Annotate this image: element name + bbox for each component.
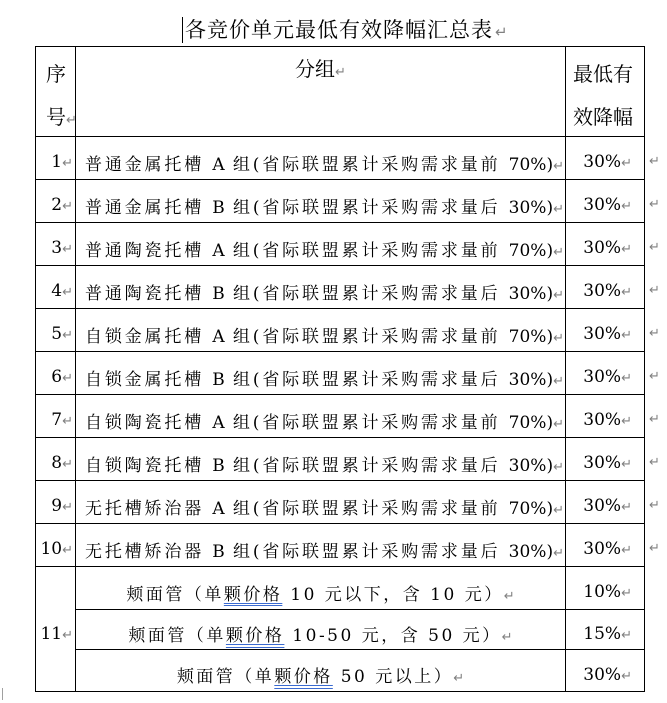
rate-cell[interactable] (566, 137, 660, 180)
row-number-cell[interactable] (36, 481, 76, 524)
paragraph-mark: ↵ (62, 543, 73, 558)
paragraph-mark: ↵ (62, 156, 73, 171)
paragraph-mark: ↵ (62, 457, 73, 472)
paragraph-mark: ↵ (553, 330, 564, 346)
row-number-text (51, 195, 73, 215)
group-text (85, 150, 564, 175)
paragraph-mark: ↵ (453, 671, 465, 686)
group-name: 自锁金属托槽 B 组(省际联盟累计采购需求量后 30%) (85, 369, 554, 390)
end-of-row-mark: ↵ (649, 197, 660, 212)
paragraph-mark: ↵ (503, 588, 515, 604)
paragraph-mark: ↵ (621, 500, 632, 515)
group-cell[interactable] (76, 309, 566, 352)
rate-text (583, 665, 632, 685)
paragraph-mark: ↵ (621, 543, 632, 558)
rate-cell[interactable] (566, 352, 660, 395)
paragraph-mark: ↵ (66, 113, 77, 128)
rate-text (583, 582, 632, 602)
end-of-row-mark: ↵ (649, 283, 660, 298)
rate-cell[interactable] (566, 438, 660, 481)
min-decline-rate: 30% (583, 324, 622, 344)
document-title[interactable] (185, 15, 508, 47)
table-body (36, 47, 660, 692)
row-number-cell[interactable] (36, 352, 76, 395)
grammar-marked-text: 颗价格 (274, 667, 333, 687)
table-row (36, 180, 645, 223)
group-text (85, 322, 564, 347)
paragraph-mark: ↵ (553, 287, 564, 303)
grammar-marked-text: 颗价格 (225, 626, 285, 646)
table-row (36, 137, 645, 180)
paragraph-mark: ↵ (553, 459, 564, 475)
rate-cell[interactable] (566, 481, 660, 524)
table-row (36, 223, 645, 266)
table-row (36, 481, 645, 524)
group-text (85, 236, 564, 261)
paragraph-mark: ↵ (495, 23, 508, 41)
end-of-row-mark: ↵ (649, 326, 660, 341)
paragraph-mark: ↵ (621, 414, 632, 429)
table-row (36, 266, 645, 309)
paragraph-mark: ↵ (553, 373, 564, 389)
header-group-cell[interactable] (76, 47, 566, 137)
row-number: 6 (51, 367, 63, 387)
min-decline-rate: 30% (583, 496, 622, 516)
grammar-marked-text: 颗价格 (223, 584, 283, 605)
group-name: 无托槽矫治器 A 组(省际联盟累计采购需求量前 70%) (85, 498, 554, 519)
group-name: 普通金属托槽 A 组(省际联盟累计采购需求量前 70%) (85, 154, 554, 175)
group-prefix: 颊面管（单 (176, 667, 275, 687)
group-text (85, 451, 564, 476)
paragraph-mark: ↵ (501, 630, 513, 645)
header-rate-line1: 最低有 (573, 62, 633, 86)
row-number-text (51, 496, 73, 516)
min-decline-rate: 10% (583, 582, 622, 602)
rate-text (583, 281, 632, 301)
header-number-cell[interactable] (36, 47, 76, 137)
rate-text (583, 539, 632, 559)
rate-cell[interactable] (566, 266, 660, 309)
group-text (85, 408, 564, 433)
group-name: 普通陶瓷托槽 A 组(省际联盟累计采购需求量前 70%) (85, 240, 554, 261)
group-name: 自锁陶瓷托槽 A 组(省际联盟累计采购需求量前 70%) (85, 412, 554, 433)
group-cell[interactable] (76, 650, 566, 692)
row-number-cell[interactable] (36, 524, 76, 567)
paragraph-mark: ↵ (553, 201, 564, 217)
table-row (36, 567, 645, 610)
row-number-cell[interactable] (36, 438, 76, 481)
table-row (36, 610, 645, 650)
row-number-cell[interactable] (36, 395, 76, 438)
group-text (126, 585, 514, 605)
row-number-text (40, 539, 73, 559)
header-rate-text (573, 53, 644, 139)
row-number-cell[interactable] (36, 137, 76, 180)
paragraph-mark: ↵ (621, 371, 632, 386)
paragraph-mark: ↵ (621, 586, 632, 601)
paragraph-mark: ↵ (621, 199, 632, 214)
paragraph-mark: ↵ (553, 158, 564, 174)
row-number-cell[interactable] (36, 309, 76, 352)
group-cell[interactable] (76, 180, 566, 223)
row-number-text (51, 453, 73, 473)
row-number-text (40, 624, 73, 644)
paragraph-mark: ↵ (62, 242, 73, 257)
row-number: 11 (40, 624, 63, 644)
paragraph-mark: ↵ (62, 371, 73, 386)
row-number: 5 (51, 324, 63, 344)
paragraph-mark: ↵ (621, 242, 632, 257)
rate-cell[interactable] (566, 180, 660, 223)
group-cell[interactable] (76, 610, 566, 650)
rate-cell[interactable] (566, 610, 645, 650)
group-text (85, 494, 564, 519)
row-number-cell[interactable] (36, 567, 76, 692)
margin-mark (2, 688, 3, 700)
min-decline-rate: 15% (583, 623, 622, 644)
group-text (85, 537, 564, 562)
paragraph-mark: ↵ (62, 628, 73, 643)
paragraph-mark: ↵ (335, 65, 346, 80)
header-number-line2-wrap (46, 96, 75, 142)
row-number: 9 (51, 496, 63, 516)
header-group-text (76, 53, 565, 82)
min-decline-rate: 30% (583, 281, 622, 301)
end-of-row-mark: ↵ (649, 498, 660, 513)
group-cell[interactable] (76, 481, 566, 524)
paragraph-mark: ↵ (62, 328, 73, 343)
row-number: 7 (51, 410, 63, 430)
min-decline-rate: 30% (583, 664, 622, 685)
group-cell[interactable] (76, 352, 566, 395)
group-name: 自锁金属托槽 A 组(省际联盟累计采购需求量前 70%) (85, 326, 554, 347)
row-number-cell[interactable] (36, 180, 76, 223)
group-cell[interactable] (76, 438, 566, 481)
rate-cell[interactable] (566, 567, 645, 610)
group-prefix: 颊面管（单 (126, 584, 224, 605)
group-text (177, 667, 464, 687)
paragraph-mark: ↵ (553, 416, 564, 432)
rate-text (583, 624, 632, 644)
group-suffix: 10 元以下，含 10 元） (282, 584, 504, 605)
group-name: 无托槽矫治器 B 组(省际联盟累计采购需求量后 30%) (85, 541, 554, 562)
rate-cell[interactable] (566, 223, 660, 266)
row-number: 8 (51, 453, 63, 473)
title-text: 各竞价单元最低有效降幅汇总表 (185, 18, 493, 42)
paragraph-mark: ↵ (621, 457, 632, 472)
rate-text (583, 195, 632, 215)
group-cell[interactable] (76, 395, 566, 438)
group-name: 自锁陶瓷托槽 B 组(省际联盟累计采购需求量后 30%) (85, 455, 554, 476)
min-decline-rate: 30% (583, 152, 622, 172)
row-number-text (51, 238, 73, 258)
paragraph-mark: ↵ (553, 244, 564, 260)
row-number-text (51, 281, 73, 301)
header-number-line2: 号 (46, 105, 66, 129)
paragraph-mark: ↵ (553, 545, 564, 561)
paragraph-mark: ↵ (621, 328, 632, 343)
row-number: 2 (51, 195, 63, 215)
group-suffix: 50 元以上） (332, 667, 454, 687)
group-cell[interactable] (76, 567, 566, 610)
table-row (36, 650, 645, 692)
rate-text (583, 152, 632, 172)
rate-text (583, 324, 632, 344)
table-row (36, 309, 645, 352)
header-row (36, 47, 645, 137)
end-of-row-mark: ↵ (649, 412, 660, 427)
rate-text (583, 496, 632, 516)
paragraph-mark: ↵ (62, 199, 73, 214)
header-rate-cell[interactable] (566, 47, 645, 137)
rate-cell[interactable] (566, 650, 645, 692)
table-row (36, 438, 645, 481)
group-name: 普通金属托槽 B 组(省际联盟累计采购需求量后 30%) (85, 197, 554, 218)
paragraph-mark: ↵ (621, 156, 632, 171)
rate-text (583, 410, 632, 430)
end-of-row-mark: ↵ (649, 455, 660, 470)
paragraph-mark: ↵ (621, 627, 632, 643)
group-cell[interactable] (76, 524, 566, 567)
group-text (85, 365, 564, 390)
group-text (128, 626, 512, 646)
min-decline-rate: 30% (583, 453, 622, 473)
group-prefix: 颊面管（单 (128, 626, 226, 646)
header-number-text (46, 53, 75, 142)
end-of-row-mark: ↵ (649, 369, 660, 384)
text-cursor (182, 17, 183, 43)
group-text (85, 279, 564, 304)
row-number-text (51, 152, 73, 172)
row-number: 1 (51, 152, 63, 172)
end-of-row-mark: ↵ (649, 154, 660, 169)
table-row (36, 524, 645, 567)
rate-cell[interactable] (566, 524, 660, 567)
paragraph-mark: ↵ (621, 285, 632, 300)
row-number-text (51, 367, 73, 387)
header-rate-line2: 效降幅 (573, 105, 633, 129)
paragraph-mark: ↵ (62, 414, 73, 429)
rate-cell[interactable] (566, 309, 660, 352)
paragraph-mark: ↵ (62, 285, 73, 300)
row-number-cell[interactable] (36, 266, 76, 309)
header-number-line1: 序 (46, 62, 66, 86)
row-number: 4 (51, 281, 63, 301)
min-decline-rate: 30% (583, 238, 622, 258)
table-row (36, 395, 645, 438)
group-cell[interactable] (76, 137, 566, 180)
table-row (36, 352, 645, 395)
min-decline-rate: 30% (583, 195, 622, 215)
min-decline-rate: 30% (583, 410, 622, 430)
end-of-row-mark: ↵ (649, 240, 660, 255)
rate-text (583, 453, 632, 473)
min-decline-rate: 30% (583, 367, 622, 387)
group-cell[interactable] (76, 223, 566, 266)
group-suffix: 10-50 元，含 50 元） (284, 626, 502, 646)
paragraph-mark: ↵ (62, 500, 73, 515)
rate-text (583, 238, 632, 258)
rate-cell[interactable] (566, 395, 660, 438)
group-cell[interactable] (76, 266, 566, 309)
group-text (85, 193, 564, 218)
summary-table (35, 46, 660, 692)
paragraph-mark: ↵ (553, 502, 564, 518)
min-decline-rate: 30% (583, 539, 622, 559)
paragraph-mark: ↵ (621, 668, 632, 684)
row-number-cell[interactable] (36, 223, 76, 266)
rate-text (583, 367, 632, 387)
row-number: 3 (51, 238, 63, 258)
row-number-text (51, 324, 73, 344)
row-number: 10 (40, 539, 63, 559)
header-group-label: 分组 (295, 57, 336, 81)
row-number-text (51, 410, 73, 430)
group-name: 普通陶瓷托槽 B 组(省际联盟累计采购需求量后 30%) (85, 283, 554, 304)
end-of-row-mark: ↵ (649, 541, 660, 556)
